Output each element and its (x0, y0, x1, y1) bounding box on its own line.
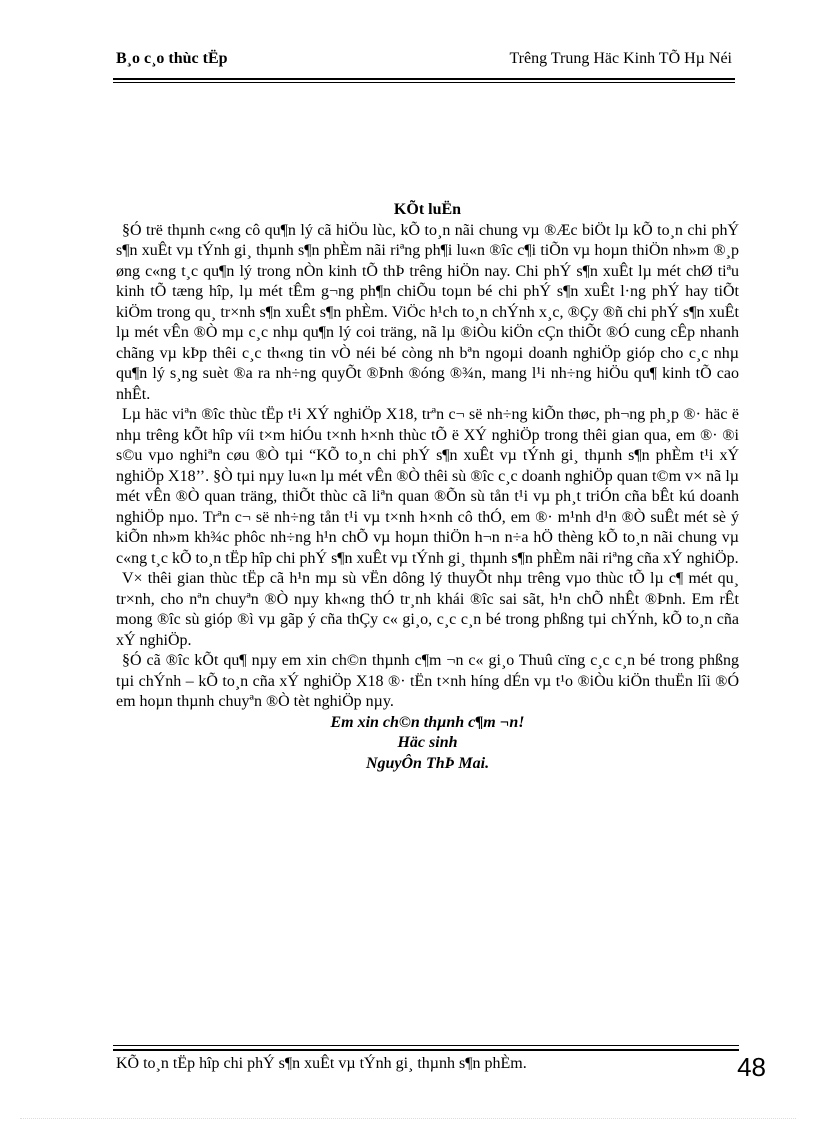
footer-rule (113, 1049, 739, 1051)
signoff-name: NguyÔn ThÞ Mai. (365, 754, 490, 772)
page-bottom-dots (20, 1118, 796, 1119)
paragraph-2: Lµ häc viªn ®îc thùc tËp t¹i XÝ nghiÖp X18, trªn c¬ së nh÷ng kiÕn thøc, ph¬ng ph¸p ®· häc ë nhµ trêng kÕt hîp víi t×m hiÓu t×nh h×nh thùc tÕ ë XÝ nghiÖp trong thêi gian qua, em ®· ®i s©u vµo nghiªn cøu ®Ò tµi “KÕ to¸n chi phÝ s¶n xuÊt vµ tÝnh gi¸ thµnh s¶n phÈm t¹i xÝ nghiÖp X18’’. §Ò tµi nµy lu«n lµ mét vÊn ®Ò thêi sù ®îc c¸c doanh nghiÖp quan t©m v× nã lµ mét vÊn ®Ò quan träng, thiÕt thùc cã liªn quan ®Õn sù tån t¹i vµ ph¸t triÓn cña bÊt kú doanh nghiÖp nµo. Trªn c¬ së nh÷ng tån t¹i vµ t×nh h×nh cô thÓ, em ®· m¹nh d¹n ®Ò suÊt mét sè ý kiÕn nh»m kh¾c phôc nh÷ng h¹n chÕ vµ hoµn thiÖn h¬n n÷a hÖ thèng kÕ to¸n nãi chung vµ c«ng t¸c kÕ to¸n tËp hîp chi phÝ s¶n xuÊt vµ tÝnh gi¸ thµnh s¶n phÈm nãi riªng cña xÝ nghiÖp. (116, 406, 739, 567)
header-rule (113, 78, 735, 80)
section-title: KÕt luËn (393, 201, 462, 218)
paragraph-1: §Ó trë thµnh c«ng cô qu¶n lý cã hiÖu lùc, kÕ to¸n nãi chung vµ ®Æc biÖt lµ kÕ to¸n chi phÝ s¶n xuÊt vµ tÝnh gi¸ thµnh s¶n phÈm nãi riªng ph¶i lu«n ®îc c¶i tiÕn vµ hoµn thiÖn nh»m ®¸p øng c«ng t¸c qu¶n lý trong nÒn kinh tÕ thÞ trêng hiÖn nay. Chi phÝ s¶n xuÊt lµ mét chØ tiªu kinh tÕ tæng hîp, lµ mét tÊm g¬ng ph¶n chiÕu toµn bé chi phÝ s¶n xuÊt l·ng phÝ hay tiÕt kiÖm trong qu¸ tr×nh s¶n xuÊt s¶n phÈm. ViÖc h¹ch to¸n chÝnh x¸c, ®Çy ®ñ chi phÝ s¶n xuÊt lµ mét vÊn ®Ò mµ c¸c nhµ qu¶n lý coi träng, nã lµ ®iÒu kiÖn cÇn thiÕt ®Ó cung cÊp nhanh chãng vµ kÞp thêi c¸c th«ng tin vÒ néi bé còng nh bªn ngoµi doanh nghiÖp gióp cho c¸c nhµ qu¶n lý s¸ng suèt ®a ra nh÷ng quyÕt ®Þnh ®óng ®¾n, mang l¹i nh÷ng hiÖu qu¶ kinh tÕ cao nhÊt. (116, 221, 739, 403)
footer-text: KÕ to¸n tËp hîp chi phÝ s¶n xuÊt vµ tÝnh gi¸ thµnh s¶n phÈm. (116, 1055, 527, 1072)
page-number: 48 (737, 1052, 766, 1082)
document-body (116, 196, 739, 774)
paragraph-4: §Ó cã ®îc kÕt qu¶ nµy em xin ch©n thµnh c¶m ¬n c« gi¸o Thuû cïng c¸c c¸n bé trong phßng tµi chÝnh – kÕ to¸n cña xÝ nghiÖp X18 ®· tËn t×nh híng dÉn vµ t¹o ®iÒu kiÖn thuËn lîi ®Ó em hoµn thµnh chuyªn ®Ò tèt nghiÖp nµy. (116, 652, 739, 710)
signoff-role: Häc sinh (397, 734, 458, 751)
header-left-title: B¸o c¸o thùc tËp (116, 50, 228, 67)
header-right-school: Trêng Trung Häc Kinh TÕ Hµ Néi (509, 50, 732, 67)
paragraph-3: V× thêi gian thùc tËp cã h¹n mµ sù vËn dông lý thuyÕt nhµ trêng vµo thùc tÕ lµ c¶ mét qu¸ tr×nh, cho nªn chuyªn ®Ò nµy kh«ng thÓ tr¸nh khái ®îc sai sãt, h¹n chÕ nhÊt ®Þnh. Em rÊt mong ®îc sù gióp ®ì vµ gãp ý cña thÇy c« gi¸o, c¸c c¸n bé trong phßng tµi chÝnh, kÕ to¸n cña xÝ nghiÖp. (116, 570, 739, 649)
header-rule-thin (113, 82, 735, 83)
signoff-thanks: Em xin ch©n thµnh c¶m ¬n! (330, 713, 525, 731)
page-header (116, 50, 732, 76)
footer-rule-thin (113, 1045, 739, 1046)
